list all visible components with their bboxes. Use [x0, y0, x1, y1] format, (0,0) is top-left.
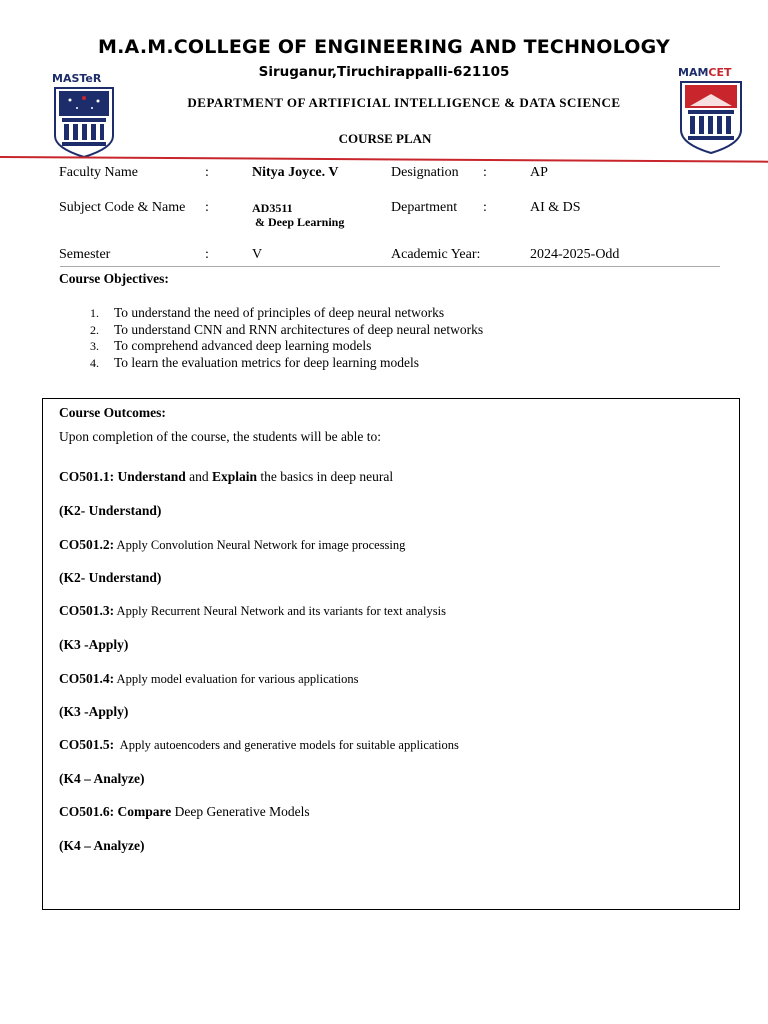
list-text: To understand the need of principles of deep neural networks	[114, 305, 445, 320]
designation-label: Designation	[391, 165, 459, 180]
knowledge-level: (K4 – Analyze)	[59, 838, 145, 853]
department-label: Department	[391, 200, 458, 215]
list-number: 1.	[90, 306, 99, 320]
outcome-co6	[59, 804, 310, 820]
outcome-code: CO501.6:	[59, 804, 118, 819]
list-number: 3.	[90, 339, 99, 354]
outcome-verb: Understand	[117, 469, 186, 484]
objectives-title: Course Objectives:	[59, 271, 169, 286]
list-text: To understand CNN and RNN architectures of deep neural networks	[114, 321, 484, 337]
subject-colon: :	[205, 200, 209, 215]
semester-value: V	[252, 247, 263, 262]
mamcet-logo-text	[678, 66, 732, 79]
knowledge-level: (K3 -Apply)	[59, 637, 129, 652]
subject-name: & Deep Learning	[255, 215, 345, 229]
outcome-text: the basics in deep neural	[257, 469, 394, 484]
mamcet-logo-text-a: MAM	[678, 66, 709, 79]
outcome-verb: Explain	[212, 469, 258, 484]
outcome-text: Apply autoencoders and generative models for suitable applications	[114, 738, 459, 752]
outcome-verb: Compare	[117, 804, 172, 819]
mamcet-logo-text-b: CET	[708, 66, 732, 79]
master-logo-text: MASTeR	[52, 72, 102, 85]
shield-icon	[678, 80, 744, 154]
course-plan-title: COURSE PLAN	[338, 131, 432, 146]
outcome-text: and	[185, 469, 213, 484]
knowledge-level: (K4 – Analyze)	[59, 771, 145, 786]
academic-year-value: 2024-2025-Odd	[530, 247, 620, 262]
semester-colon: :	[205, 247, 209, 262]
list-item	[90, 338, 483, 355]
list-item	[90, 322, 483, 339]
outcome-code: CO501.4:	[59, 671, 115, 686]
list-number: 2.	[90, 322, 99, 337]
college-address: Siruganur,Tiruchirappalli-621105	[258, 64, 510, 80]
outcome-code: CO501.1:	[59, 469, 118, 484]
outcome-text: Apply Recurrent Neural Network and its variants for text analysis	[114, 604, 446, 618]
academic-year-label: Academic Year:	[391, 247, 481, 262]
shield-icon	[52, 86, 116, 158]
college-name: M.A.M.COLLEGE OF ENGINEERING AND TECHNOLOGY	[98, 36, 670, 58]
faculty-value: Nitya Joyce. V	[252, 165, 339, 180]
outcome-text: Apply Convolution Neural Network for image processing	[114, 538, 406, 552]
master-logo	[52, 70, 116, 160]
outcome-code: CO501.2:	[59, 537, 115, 552]
info-divider	[60, 266, 720, 267]
list-item	[90, 305, 483, 322]
outcomes-title: Course Outcomes:	[59, 405, 166, 420]
knowledge-level: (K3 -Apply)	[59, 704, 129, 719]
department-colon: :	[483, 200, 487, 215]
outcome-co1	[59, 469, 393, 485]
outcome-text: Apply model evaluation for various applications	[114, 672, 359, 686]
list-text: To learn the evaluation metrics for deep learning models	[114, 355, 419, 371]
designation-colon: :	[483, 165, 487, 180]
knowledge-level: (K2- Understand)	[59, 570, 162, 585]
outcome-co4	[59, 671, 359, 687]
outcome-co5	[59, 737, 459, 753]
outcome-co3	[59, 603, 446, 619]
semester-label: Semester	[59, 247, 111, 262]
outcome-co2	[59, 537, 405, 553]
subject-code: AD3511	[252, 201, 293, 215]
department-value: AI & DS	[530, 200, 581, 215]
list-text: To comprehend advanced deep learning models	[114, 338, 372, 354]
faculty-label: Faculty Name	[59, 165, 138, 180]
list-item	[90, 355, 483, 372]
designation-value: AP	[530, 165, 548, 180]
outcome-text: Deep Generative Models	[171, 804, 310, 819]
knowledge-level: (K2- Understand)	[59, 503, 162, 518]
list-number: 4.	[90, 356, 99, 371]
faculty-colon: :	[205, 165, 209, 180]
outcome-code: CO501.5:	[59, 737, 115, 752]
mamcet-logo	[676, 64, 746, 156]
outcomes-intro: Upon completion of the course, the students will be able to:	[59, 429, 382, 444]
department-title: DEPARTMENT OF ARTIFICIAL INTELLIGENCE & DATA SCIENCE	[187, 95, 621, 110]
objectives-list	[90, 305, 483, 372]
subject-label: Subject Code & Name	[59, 200, 186, 215]
outcome-code: CO501.3:	[59, 603, 115, 618]
